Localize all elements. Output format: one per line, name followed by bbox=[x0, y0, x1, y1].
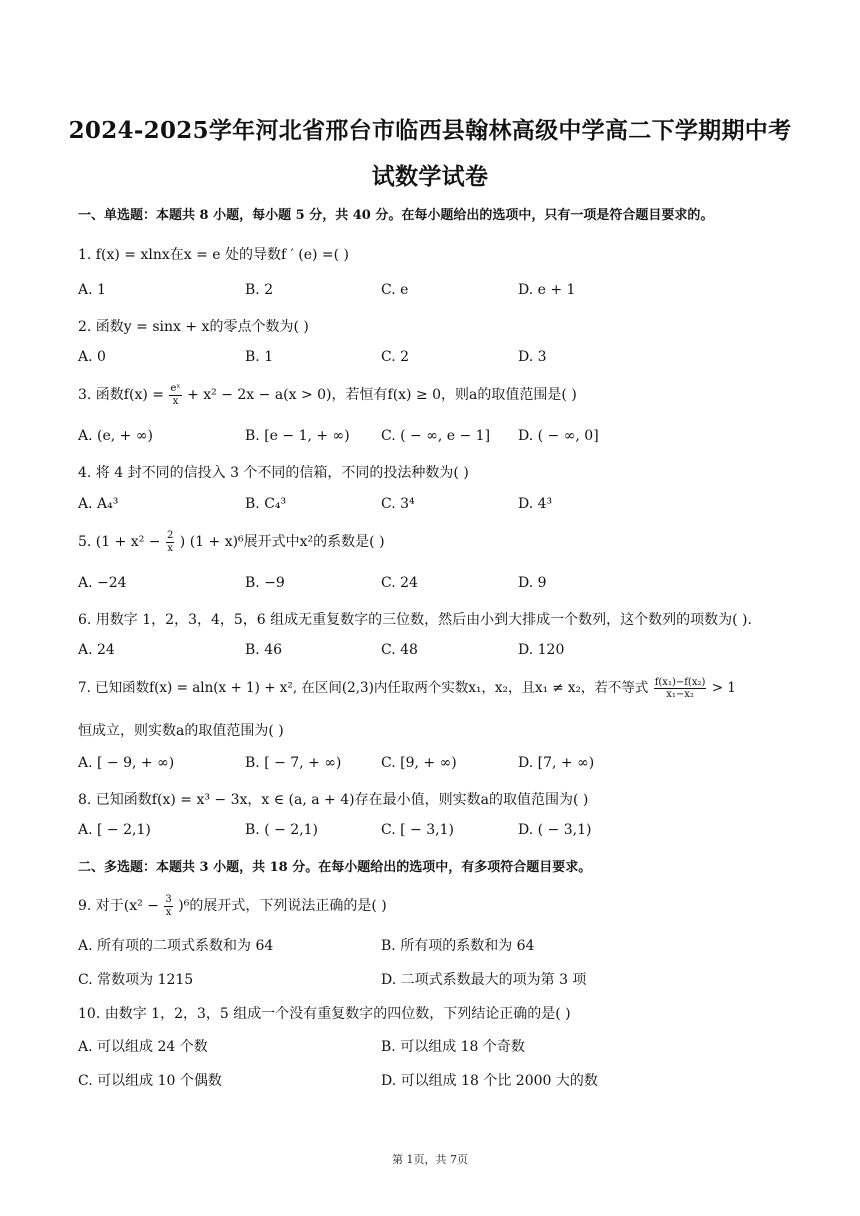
question-8-option-b: B. ( − 2,1) bbox=[245, 822, 319, 838]
question-9-option-d: D. 二项式系数最大的项为第 3 项 bbox=[381, 972, 587, 988]
question-7-stem-line2: 恒成立，则实数a的取值范围为( ) bbox=[78, 723, 284, 739]
question-9-option-c: C. 常数项为 1215 bbox=[78, 972, 194, 988]
question-5-option-b: B. −9 bbox=[245, 575, 285, 591]
question-5-option-a: A. −24 bbox=[78, 575, 127, 591]
question-7-option-a: A. [ − 9, + ∞) bbox=[78, 755, 175, 771]
question-9-fraction-numerator: 3 bbox=[165, 894, 172, 905]
question-6-option-c: C. 48 bbox=[381, 642, 418, 658]
section-single-choice-header: 一、单选题：本题共 8 小题，每小题 5 分，共 40 分。在每小题给出的选项中，只有一项是符合题目要求的。 bbox=[78, 208, 714, 223]
question-5-stem-prefix: 5. (1 + x² − bbox=[78, 534, 161, 550]
question-9-option-a: A. 所有项的二项式系数和为 64 bbox=[78, 938, 274, 954]
exam-title-line2: 试数学试卷 bbox=[371, 163, 489, 190]
question-6-option-b: B. 46 bbox=[245, 642, 283, 658]
page-footer: 第 1页，共 7页 bbox=[392, 1153, 468, 1166]
question-1-option-d: D. e + 1 bbox=[518, 282, 576, 298]
question-7-fraction-numerator: f(x₁)−f(x₂) bbox=[654, 676, 706, 688]
question-5-fraction-denominator: x bbox=[167, 542, 173, 554]
question-3-option-b: B. [e − 1, + ∞) bbox=[245, 428, 350, 444]
question-3-fraction-denominator: x bbox=[172, 395, 179, 407]
question-3-stem bbox=[78, 383, 577, 407]
question-2-option-a: A. 0 bbox=[78, 349, 106, 365]
question-5-stem-suffix: ) (1 + x)⁶展开式中x²的系数是( ) bbox=[179, 534, 385, 550]
question-3-stem-prefix: 3. 函数f(x) = bbox=[78, 387, 164, 403]
question-10-stem: 10. 由数字 1，2，3，5 组成一个没有重复数字的四位数，下列结论正确的是( ) bbox=[78, 1006, 571, 1022]
question-8-option-a: A. [ − 2,1) bbox=[78, 822, 151, 838]
question-5-option-c: C. 24 bbox=[381, 575, 418, 591]
question-10-option-b: B. 可以组成 18 个奇数 bbox=[381, 1039, 525, 1055]
question-3-option-a: A. (e, + ∞) bbox=[78, 428, 153, 444]
question-3-option-d: D. ( − ∞, 0] bbox=[518, 428, 599, 444]
question-8-stem: 8. 已知函数f(x) = x³ − 3x，x ∈ (a, a + 4)存在最小值，则实数a的取值范围为( ) bbox=[78, 792, 589, 808]
question-7-stem-suffix: > 1 bbox=[711, 680, 736, 696]
question-1-stem: 1. f(x) = xlnx在x = e 处的导数f ′ (e) =( ) bbox=[78, 247, 350, 263]
question-6-option-a: A. 24 bbox=[78, 642, 115, 658]
question-2-stem: 2. 函数y = sinx + x的零点个数为( ) bbox=[78, 319, 309, 335]
question-3-stem-suffix: + x² − 2x − a(x > 0)，若恒有f(x) ≥ 0，则a的取值范围是( ) bbox=[187, 387, 577, 403]
question-4-option-a: A. A₄³ bbox=[78, 496, 119, 512]
question-1-option-a: A. 1 bbox=[78, 282, 106, 298]
question-7-fraction bbox=[654, 677, 707, 701]
question-2-option-c: C. 2 bbox=[381, 349, 410, 365]
question-9-stem bbox=[78, 894, 387, 918]
question-2-option-d: D. 3 bbox=[518, 349, 547, 365]
question-7-stem-prefix: 7. 已知函数f(x) = aln(x + 1) + x², 在区间(2,3)内任取两个实数x₁，x₂，且x₁ ≠ x₂，若不等式 bbox=[78, 680, 649, 696]
question-9-stem-suffix: )⁶的展开式，下列说法正确的是( ) bbox=[178, 898, 387, 914]
question-7-fraction-denominator: x₁−x₂ bbox=[666, 689, 694, 700]
question-5-fraction-numerator: 2 bbox=[166, 530, 174, 541]
question-10-option-a: A. 可以组成 24 个数 bbox=[78, 1039, 208, 1055]
question-9-stem-prefix: 9. 对于(x² − bbox=[78, 898, 159, 914]
question-7-option-b: B. [ − 7, + ∞) bbox=[245, 755, 342, 771]
question-9-option-b: B. 所有项的系数和为 64 bbox=[381, 938, 535, 954]
question-8-option-d: D. ( − 3,1) bbox=[518, 822, 592, 838]
question-3-fraction-numerator: eˣ bbox=[170, 383, 181, 394]
question-1-option-c: C. e bbox=[381, 282, 409, 298]
question-5-stem bbox=[78, 530, 385, 554]
question-7-stem bbox=[78, 676, 736, 701]
question-8-option-c: C. [ − 3,1) bbox=[381, 822, 454, 838]
section-multiple-choice-header: 二、多选题：本题共 3 小题，共 18 分。在每小题给出的选项中，有多项符合题目要求。 bbox=[78, 860, 592, 875]
question-3-fraction bbox=[169, 383, 181, 407]
exam-title-line1: 2024-2025学年河北省邢台市临西县翰林高级中学高二下学期期中考 bbox=[68, 117, 792, 144]
question-7-option-d: D. [7, + ∞) bbox=[518, 755, 595, 771]
question-3-option-c: C. ( − ∞, e − 1] bbox=[381, 428, 491, 444]
question-4-option-c: C. 3⁴ bbox=[381, 496, 415, 512]
question-4-option-d: D. 4³ bbox=[518, 496, 553, 512]
question-4-stem: 4. 将 4 封不同的信投入 3 个不同的信箱，不同的投法种数为( ) bbox=[78, 465, 469, 481]
question-7-option-c: C. [9, + ∞) bbox=[381, 755, 457, 771]
question-9-fraction bbox=[164, 894, 172, 918]
question-5-option-d: D. 9 bbox=[518, 575, 547, 591]
question-6-option-d: D. 120 bbox=[518, 642, 565, 658]
question-9-fraction-denominator: x bbox=[165, 906, 172, 918]
question-2-option-b: B. 1 bbox=[245, 349, 274, 365]
question-10-option-d: D. 可以组成 18 个比 2000 大的数 bbox=[381, 1073, 598, 1089]
question-10-option-c: C. 可以组成 10 个偶数 bbox=[78, 1073, 222, 1089]
question-1-option-b: B. 2 bbox=[245, 282, 274, 298]
question-4-option-b: B. C₄³ bbox=[245, 496, 287, 512]
question-5-fraction bbox=[166, 530, 174, 554]
question-6-stem: 6. 用数字 1，2，3，4，5，6 组成无重复数字的三位数，然后由小到大排成一个数列，这个数列的项数为( ). bbox=[78, 612, 752, 628]
